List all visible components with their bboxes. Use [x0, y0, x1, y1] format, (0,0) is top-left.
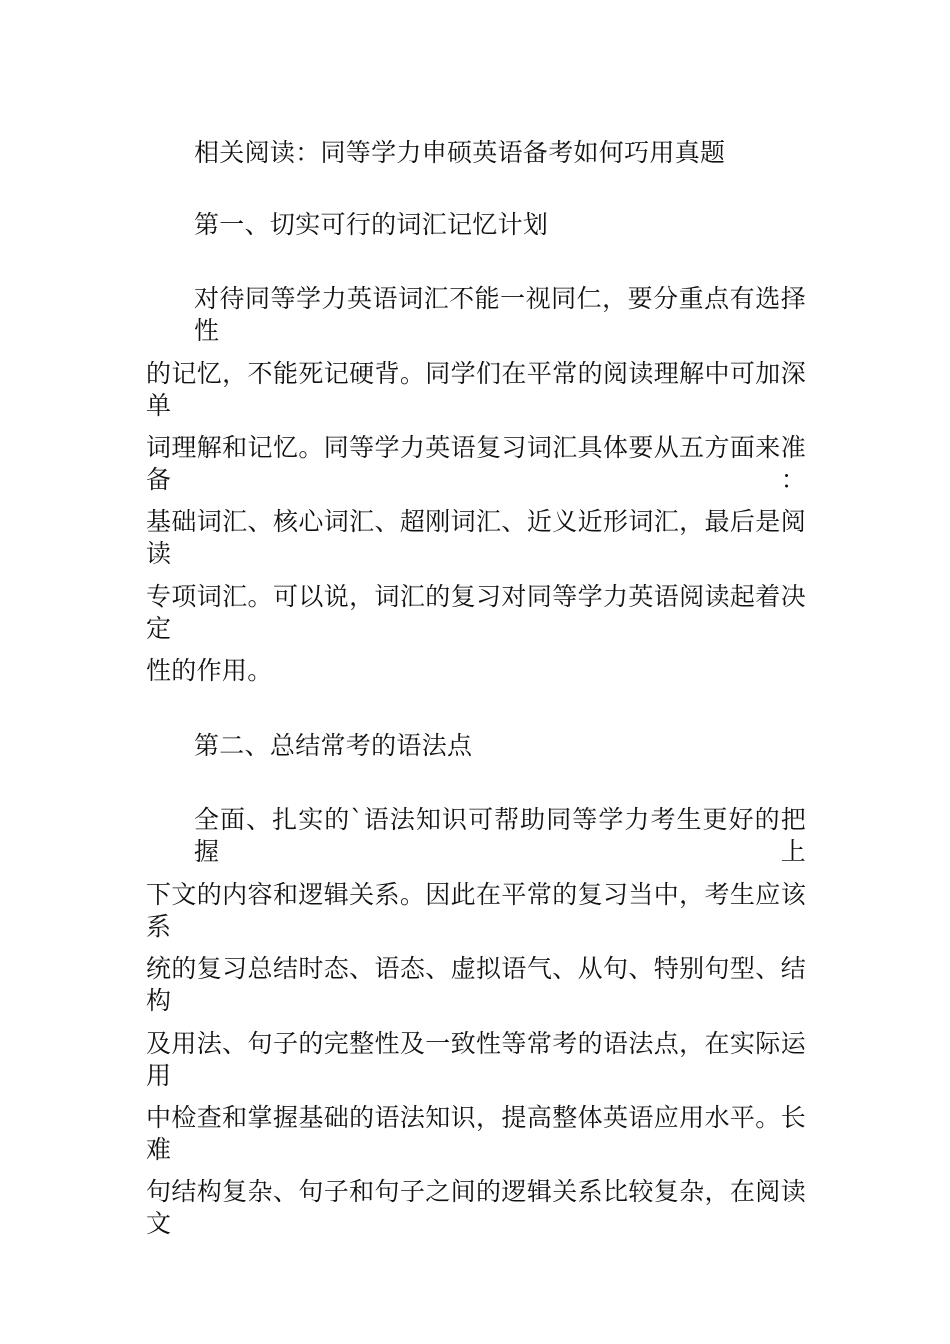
paragraph-line: 统的复习总结时态、语态、虚拟语气、从句、特别句型、结构	[146, 954, 806, 1015]
paragraph-line: 全面、扎实的`语法知识可帮助同等学力考生更好的把握上	[194, 805, 806, 866]
paragraph-line: 专项词汇。可以说，词汇的复习对同等学力英语阅读起着决定	[146, 582, 806, 643]
paragraph-line: 词理解和记忆。同等学力英语复习词汇具体要从五方面来准备：	[146, 433, 806, 494]
paragraph-line: 性的作用。	[146, 656, 273, 685]
paragraph-line: 基础词汇、核心词汇、超刚词汇、近义近形词汇，最后是阅读	[146, 507, 806, 568]
section-heading-1: 第一、切实可行的词汇记忆计划	[194, 210, 549, 239]
paragraph-line: 对待同等学力英语词汇不能一视同仁，要分重点有选择性	[194, 284, 806, 345]
paragraph-line: 下文的内容和逻辑关系。因此在平常的复习当中，考生应该系	[146, 880, 806, 941]
paragraph-line: 中检查和掌握基础的语法知识，提高整体英语应用水平。长难	[146, 1103, 806, 1164]
paragraph-line: 句结构复杂、句子和句子之间的逻辑关系比较复杂，在阅读文	[146, 1177, 806, 1238]
paragraph-line: 及用法、句子的完整性及一致性等常考的语法点，在实际运用	[146, 1029, 806, 1090]
section-heading-2: 第二、总结常考的语法点	[194, 731, 473, 760]
related-reading-line: 相关阅读：同等学力申硕英语备考如何巧用真题	[194, 138, 726, 167]
paragraph-line: 的记忆，不能死记硬背。同学们在平常的阅读理解中可加深单	[146, 359, 806, 420]
